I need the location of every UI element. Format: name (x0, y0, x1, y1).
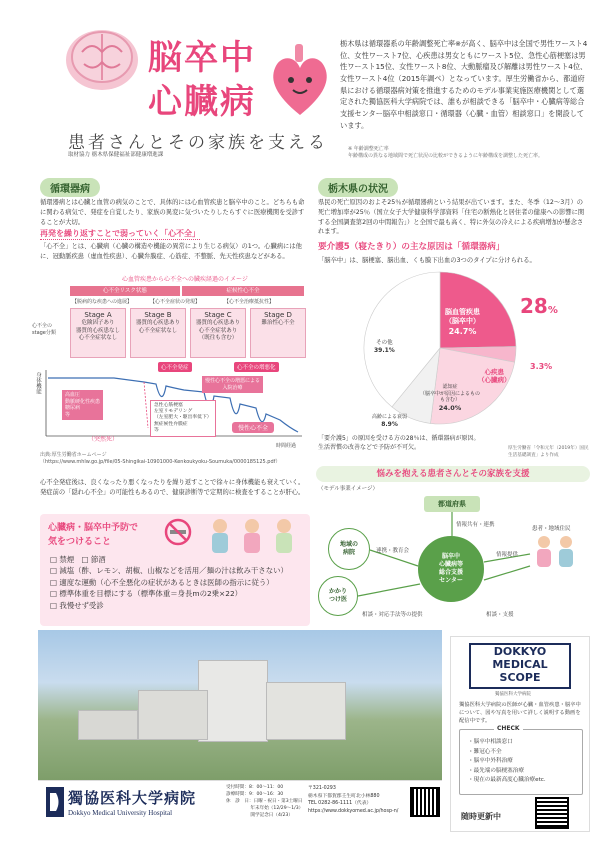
onset-label-2: 心不全の増悪化 (234, 362, 279, 372)
link-info-share: 情報共有・連携 (456, 522, 495, 528)
building-far (78, 710, 138, 740)
check-item-4-text: 最先端の脳梗塞治療 (473, 767, 524, 774)
stage-b (130, 308, 186, 358)
check-item-5: ・現在の最新高度心臓治療etc. (468, 777, 546, 784)
stage-b-desc: 器質的心疾患あり 心不全症状なし (135, 320, 180, 334)
scope-logo (469, 643, 571, 689)
heading-tochigi: 栃木県の状況 (318, 178, 398, 197)
hospital-address: 〒321-0293 栃木県下都賀郡壬生町北小林880 TEL 0282-86-1111（代表） https://www.dokkyomed.ac.jp/hosp-n/ (308, 786, 399, 815)
risk-box-1: 高血圧 動脈硬化性疾患 糖尿病 等 (62, 390, 103, 420)
left-sub-heading: 再発を繰り返すことで弱っていく「心不全」 (40, 229, 200, 238)
prevention-item-5-text: 我慢せず受診 (59, 600, 104, 610)
band-symptomatic: 症候性心不全 (182, 286, 304, 296)
stage-c (190, 308, 246, 358)
pie-label-heart (478, 368, 511, 385)
support-section (316, 466, 590, 626)
no-smoking-icon (164, 518, 192, 546)
hospital-node-text: 地域の 病院 (339, 541, 358, 556)
heart-illustration (265, 40, 335, 120)
pie-label-aging (372, 414, 407, 428)
chart-note: 「要介護5」の原因を受ける方の28％は、循環器病が原因。 生活習慣の改善などで予防が不可欠。 (318, 435, 480, 452)
stage-b-name: Stage B (144, 311, 172, 319)
band-onset: 【心不全症状の発現】 (150, 299, 201, 305)
pie-label-dementia-value: 24.0% (438, 403, 462, 412)
building-right (266, 682, 346, 740)
hospital-name-en: Dokkyo Medical University Hospital (68, 809, 173, 817)
header-section (0, 0, 613, 165)
title-line1: 脳卒中 (148, 38, 256, 78)
link-info-provide: 情報提供 (496, 552, 519, 558)
stage-d (250, 308, 306, 358)
update-label: 随時更新中 (461, 812, 501, 821)
check-label: CHECK (494, 725, 523, 732)
band-resistant: 【心不全治療抵抗性】 (224, 299, 275, 305)
chart-source: 厚生労働省「令和元年（2019年）国民生活基礎調査」より作成 (508, 446, 589, 458)
patient-label: 患者・地域住民 (532, 526, 571, 532)
diagram-source: 出典:厚生労働省ホームページ （https://www.mhlw.go.jp/file/05-Shingikai-10901000-Kenkoukyoku-Soumuka/0000185125.pdf） (40, 452, 281, 466)
pie-label-heart-name: 心疾患 （心臓病） (478, 368, 511, 385)
model-label: （モデル事業イメージ） (318, 486, 379, 492)
risk-box-3: 慢性心不全の増悪による 入院治療 (202, 376, 263, 393)
prefecture-box: 都道府県 (424, 496, 480, 512)
credit: 取材協力 栃木県保健福祉部健康増進課 (68, 152, 164, 158)
big-percent (520, 294, 558, 318)
pie-label-dementia-name: 認知症 （脳卒中が原因によるものも含む） (419, 384, 480, 403)
sudden-death-label: （突然死） (88, 436, 119, 443)
building-left (138, 690, 208, 740)
care-body: 「脳卒中」は、脳梗塞、脳出血、くも膜下出血の3つのタイプに分けられる。 (318, 257, 536, 264)
check-item-1-text: 脳卒中相談窓口 (473, 739, 513, 745)
scope-desc: 獨協医科大学病院の医師が心臓・血管疾患・脳卒中について、図や写真を用いて詳しく説明する動画を配信中です。 (459, 702, 581, 725)
check-item-5-text: 現在の最新高度心臓治療etc. (473, 777, 546, 784)
check-item-4: ・最先端の脳梗塞治療 (468, 767, 524, 774)
stages-row (70, 308, 306, 358)
qr-code-hospital[interactable] (410, 787, 440, 817)
support-banner: 悩みを抱える患者さんとその家族を支援 (316, 466, 590, 482)
risk-box-2: 急性心筋梗塞 左室リモデリング （左室肥大・駆出率低下） 無症候性弁膜症 等 (150, 400, 216, 437)
stage-a-desc: 危険因子あり 器質的心疾患なし 心不全症状なし (75, 320, 120, 342)
check-item-2-text: 難冠心不全 (473, 748, 502, 755)
pie-label-stroke-name: 脳血管疾患 （脳卒中） (445, 308, 480, 326)
stage-d-desc: 難治性心不全 (261, 320, 295, 327)
check-box (459, 725, 583, 795)
prevention-box (40, 514, 310, 626)
brain-illustration (62, 22, 142, 92)
x-axis-label: 時間経過 (276, 443, 297, 449)
prevention-title-2: 気をつけること (48, 537, 112, 547)
scope-title-2: MEDICAL (492, 658, 548, 671)
relapse-text: 心不全発症後は、良くなったり悪くなったりを繰り返すことで徐々に身体機能も衰えていく。発症前の「隠れ心不全」の可能性もあるので、健康診断等で定期的に検査をすることが肝心。 (40, 479, 305, 496)
scope-box (450, 636, 590, 832)
prevention-item-1-text: 禁煙 □ 節酒 (59, 555, 106, 564)
subtitle: 患者さんとその家族を支える (68, 133, 328, 153)
pie-label-heart-value: 3.3% (530, 362, 553, 371)
pie-label-stroke-value: 24.7% (448, 326, 477, 336)
hospital-name: 獨協医科大学病院 (68, 789, 197, 807)
check-item-3-text: 脳卒中外科治療 (473, 758, 513, 765)
hospital-hours: 受付時間：8：00～11：00 診療時間：9：00～16：30 休 診 日：日曜・祝日・第3土曜日 年末年始（12/29～1/3） 開学記念日（4/23） (226, 785, 304, 818)
pie-label-other-value: 39.1% (374, 347, 395, 355)
prevention-item-3-text: 適度な運動（心不全悪化の症状があるときは医師の指示に従う） (59, 577, 274, 587)
note: ※ 年齢調整死亡率 年齢構成の異なる地域間で死亡状況の比較ができるように年齢構成を調整した死亡率。 (348, 146, 544, 160)
left-body: 循環器病とは心臓と血管の病気のことで、具体的には心血管疾患と脳卒中のこと。どちらも命に関わる病気で、発症を自覚したり、家族の異変に気づいたりしたらすぐに医療機関を受診することが大切。 (40, 199, 305, 226)
stage-c-name: Stage C (204, 311, 232, 319)
prevention-list (50, 554, 306, 611)
right-body: 県民の死亡原因のおよそ25％が循環器病という結果が出ています。また、冬季（12～3月）の死亡増加率が25％（国立女子大学健康科学部資料「住宅の断熱化と居住者の健康への影響に関する全国調査第2回の中間報告」）と全国で最も高く、特に外気の冷えによる疾病増加が懸念されます。 (318, 199, 585, 236)
big-percent-unit: % (547, 305, 558, 316)
stage-a (70, 308, 126, 358)
prevention-item-4-text: 標準体重を目標にする（標準体重＝身長mの2乗×22） (59, 589, 243, 599)
hospital-photo (38, 630, 442, 780)
stage-axis-label: 心不全の stage分類 (32, 323, 56, 336)
scope-title-3: SCOPE (499, 671, 541, 684)
y-axis-label: 身体機能 (35, 372, 41, 394)
building-main (198, 660, 268, 742)
prevention-item-3: □ 適度な運動（心不全悪化の症状があるときは医師の指示に従う） (50, 577, 274, 587)
check-item-1: ・脳卒中相談窓口 (468, 739, 513, 745)
band-progress: 【脱病的な疾患への進展】 (72, 299, 133, 305)
qr-code-scope[interactable] (535, 797, 569, 829)
onset-label-1: 心不全発症 (158, 362, 192, 372)
left-sub-body: 「心不全」とは、心臓病（心臓の構造や機能の異常により生じる病気）の1つ。心臓病には他に、冠動脈疾患（虚血性疾患）、心臓弁膜症、心筋症、不整脈、先天性疾患などがある。 (40, 243, 302, 260)
stage-a-name: Stage A (84, 311, 112, 319)
pie-label-aging-name: 高齢による衰弱 (372, 414, 408, 420)
prevention-title-1: 心臓病・脳卒中予防で (48, 523, 139, 533)
prevention-item-4: □ 標準体重を目標にする（標準体重＝身長mの2乗×22） (50, 589, 243, 599)
pie-label-aging-value: 8.9% (381, 420, 398, 428)
pie-label-stroke (445, 308, 480, 338)
heading-junkanki: 循環器病 (40, 178, 100, 197)
chronic-label: 慢性心不全 (232, 422, 274, 433)
check-item-3: ・脳卒中外科治療 (468, 758, 513, 765)
stage-d-name: Stage D (264, 311, 292, 319)
support-arrows (316, 466, 590, 626)
link-education: 連携・教育会 (376, 548, 410, 554)
pie-label-other-name: その他 (376, 340, 393, 346)
scope-title-1: DOKKYO (493, 645, 547, 658)
pie-label-dementia (418, 384, 482, 412)
link-consult: 相談・支援 (486, 612, 514, 618)
prevention-item-1: □ 禁煙 □ 節酒 (50, 555, 106, 564)
progression-diagram (32, 272, 308, 448)
title-line2: 心臓病 (148, 82, 256, 122)
center-node-text: 脳卒中 心臓病等 総合支援 センター (438, 553, 463, 584)
pie-label-other (374, 340, 395, 355)
stage-c-desc: 器質的心疾患あり 心不全症状あり （既往も含む） (195, 320, 240, 342)
big-percent-value: 28 (520, 294, 548, 318)
gp-node-text: かかり つけ医 (328, 588, 347, 603)
intro-text: 栃木県は循環器系の年齢調整死亡率※が高く、脳卒中は全国で男性ワースト4位、女性ワースト7位、心疾患は男女ともにワースト5位、急性心筋梗塞は男性ワースト15位、女性ワースト8位、大動脈瘤及び解離は男性ワースト4位、女性ワースト4位（2015年調べ）となっています。厚生労働省から、都道府県における循環器病対策を推進するためのモデル事業実施医療機関として選定された獨協医科大学病院では、誰もが相談できる「脳卒中・心臓病等総合支援センター脳卒中相談窓口・循環器（心臓・血管）相談窓口」を開設しています。 (340, 39, 588, 130)
hospital-footer-bar (38, 780, 442, 828)
check-list (468, 738, 546, 786)
people-illustration (200, 516, 304, 556)
prevention-item-2: □ 減塩（酢、レモン、胡椒、山椒などを活用／麺の汁は飲み干さない） (50, 566, 288, 576)
diagram-title: 心血管疾患から心不全への臓疾経過のイメージ (122, 276, 248, 283)
prevention-item-5: □ 我慢せず受診 (50, 600, 104, 610)
scope-subtitle: 獨協医科大学病院 (495, 692, 531, 697)
check-item-2: ・難冠心不全 (468, 748, 502, 755)
link-method: 相談・対応手法等の提供 (362, 612, 423, 618)
prevention-item-2-text: 減塩（酢、レモン、胡椒、山椒などを活用／麺の汁は飲み干さない） (59, 566, 288, 576)
band-risk: 心不全リスク状態 (70, 286, 180, 296)
hospital-logo-icon (46, 787, 64, 817)
care-heading: 要介護5（寝たきり）の主な原因は「循環器病」 (318, 242, 505, 252)
